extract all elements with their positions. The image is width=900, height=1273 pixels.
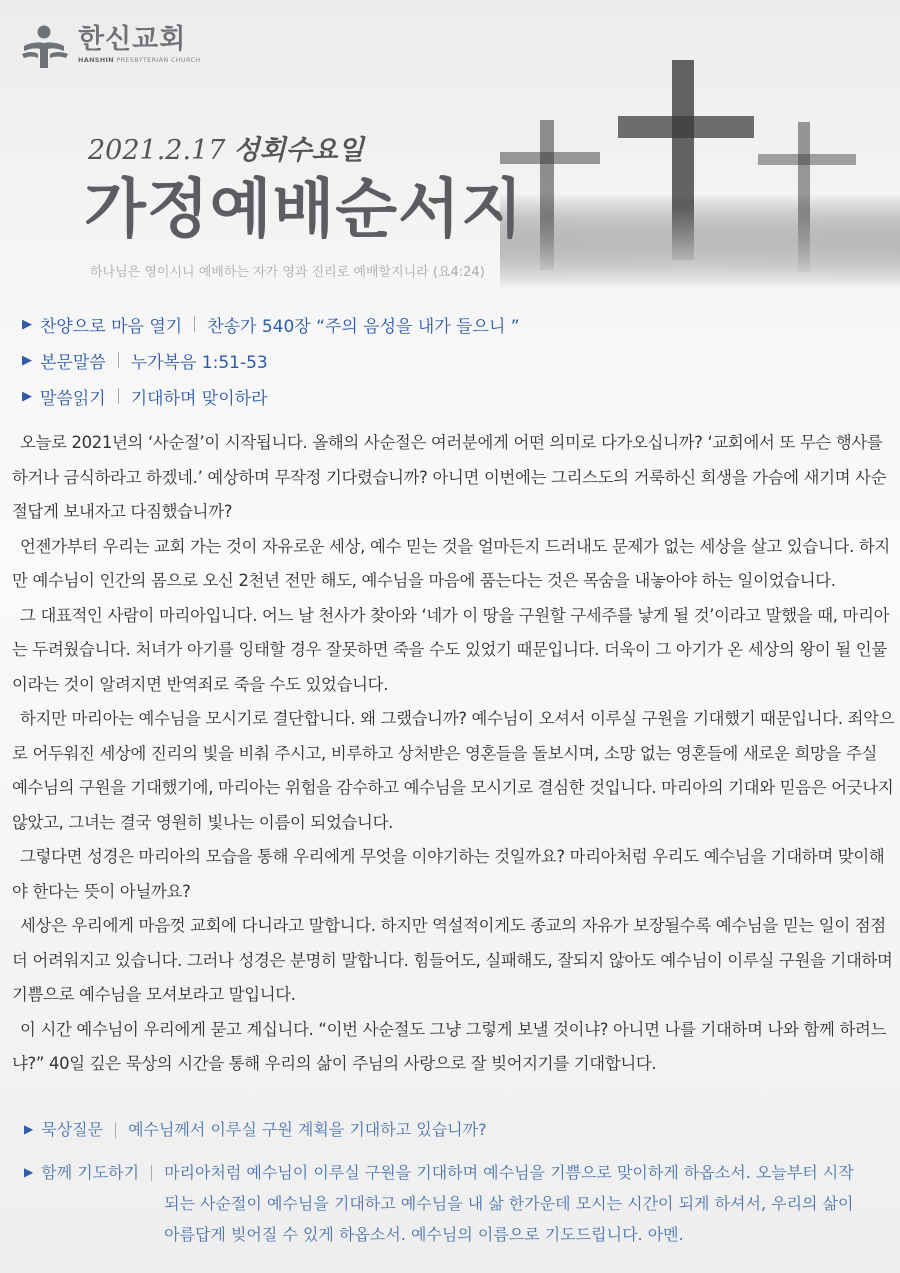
church-logo-icon	[20, 24, 72, 70]
paragraph: 오늘로 2021년의 ‘사순절’이 시작됩니다. 올해의 사순절은 여러분에게 어떤 의미로 다가오십니까? ‘교회에서 또 무슨 행사를 하거나 금식하라고 하겠네.’ 예상하며 무작정 기다렸습니까? 아니면 이번에는 그리스도의 거룩하신 희생을 가슴에 새기며 사순절답게 보내자고 다짐했습니까?	[12, 433, 887, 521]
triangle-right-icon: ▶	[24, 1122, 34, 1136]
divider	[118, 388, 119, 404]
church-name: 한신교회	[78, 24, 187, 55]
divider	[151, 1165, 152, 1181]
worship-order	[22, 306, 520, 414]
divider	[194, 316, 195, 332]
paragraph: 세상은 우리에게 마음껏 교회에 다니라고 말합니다. 하지만 역설적이게도 종교의 자유가 보장될수록 예수님을 믿는 일이 점점 더 어려워지고 있습니다. 그러나 성경은 분명히 말합니다. 힘들어도, 실패해도, 잘되지 않아도 예수님이 이루실 구원을 기대하며 기쁨으로 예수님을 모셔보라고 말입니다.	[12, 916, 893, 1004]
crosses-illustration	[500, 50, 900, 290]
closing-section	[24, 1114, 894, 1250]
scripture-subtitle: 하나님은 영이시니 예배하는 자가 영과 진리로 예배할지니라 (요4:24)	[90, 265, 485, 280]
paragraph: 하지만 마리아는 예수님을 모시기로 결단합니다. 왜 그랬습니까? 예수님이 오셔서 이루실 구원을 기대했기 때문입니다. 죄악으로 어두워진 세상에 진리의 빛을 비춰 주시고, 비루하고 상처받은 영혼들을 돌보시며, 소망 없는 영혼들에 새로운 희망을 주실 예수님의 구원을 기대했기에, 마리아는 위험을 감수하고 예수님을 모시기로 결심한 것입니다. 마리아의 기대와 믿음은 어긋나지 않았고, 그녀는 결국 영원히 빛나는 이름이 되었습니다.	[12, 709, 895, 832]
divider	[118, 352, 119, 368]
triangle-right-icon: ▶	[22, 352, 32, 368]
order-item-scripture: ▶ 본문말씀 누가복음 1:51-53	[22, 352, 268, 373]
order-item-praise: ▶ 찬양으로 마음 열기 찬송가 540장 “주의 음성을 내가 들으니 ”	[22, 316, 520, 337]
triangle-right-icon: ▶	[22, 388, 32, 404]
church-subname: HANSHIN PRESBYTERIAN CHURCH	[78, 56, 201, 64]
triangle-right-icon: ▶	[24, 1165, 34, 1179]
meditation-question: ▶ 묵상질문 예수님께서 이루실 구원 계획을 기대하고 있습니까?	[24, 1114, 894, 1145]
page-title: 가정예배순서지	[84, 173, 524, 247]
prayer: ▶ 함께 기도하기 마리아처럼 예수님이 이루실 구원을 기대하며 예수님을 기쁨으로 맞이하게 하옵소서. 오늘부터 시작되는 사순절이 예수님을 기대하고 예수님을 내 삶 한가운데 모시는 시간이 되게 하셔서, 우리의 삶이 아름답게 빚어질 수 있게 하옵소서. 예수님의 이름으로 기도드립니다. 아멘.	[24, 1157, 894, 1250]
paragraph: 그 대표적인 사람이 마리아입니다. 어느 날 천사가 찾아와 ‘네가 이 땅을 구원할 구세주를 낳게 될 것’이라고 말했을 때, 마리아는 두려웠습니다. 처녀가 아기를 잉태할 경우 잘못하면 죽을 수도 있었기 때문입니다. 더욱이 그 아기가 온 세상의 왕이 될 인물이라는 것이 알려지면 반역죄로 죽을 수도 있었습니다.	[12, 605, 890, 694]
paragraph: 언젠가부터 우리는 교회 가는 것이 자유로운 세상, 예수 믿는 것을 얼마든지 드러내도 문제가 없는 세상을 살고 있습니다. 하지만 예수님이 인간의 몸으로 오신 2천년 전만 해도, 예수님을 마음에 품는다는 것은 목숨을 내놓아야 하는 일이었습니다.	[12, 536, 890, 590]
order-item-reading: ▶ 말씀읽기 기대하며 맞이하라	[22, 388, 268, 409]
paragraph: 그렇다면 성경은 마리아의 모습을 통해 우리에게 무엇을 이야기하는 것일까요? 마리아처럼 우리도 예수님을 기대하며 맞이해야 한다는 뜻이 아닐까요?	[12, 847, 885, 901]
sermon-body	[12, 426, 896, 1082]
triangle-right-icon: ▶	[22, 316, 32, 332]
church-logo	[20, 24, 201, 70]
service-date: 2021.2.17 성회수요일	[88, 135, 364, 166]
paragraph: 이 시간 예수님이 우리에게 묻고 계십니다. “이번 사순절도 그냥 그렇게 보낼 것이냐? 아니면 나를 기대하며 나와 함께 하려느냐?” 40일 깊은 묵상의 시간을 통해 우리의 삶이 주님의 사랑으로 잘 빚어지기를 기대합니다.	[12, 1019, 887, 1073]
divider	[115, 1122, 116, 1138]
